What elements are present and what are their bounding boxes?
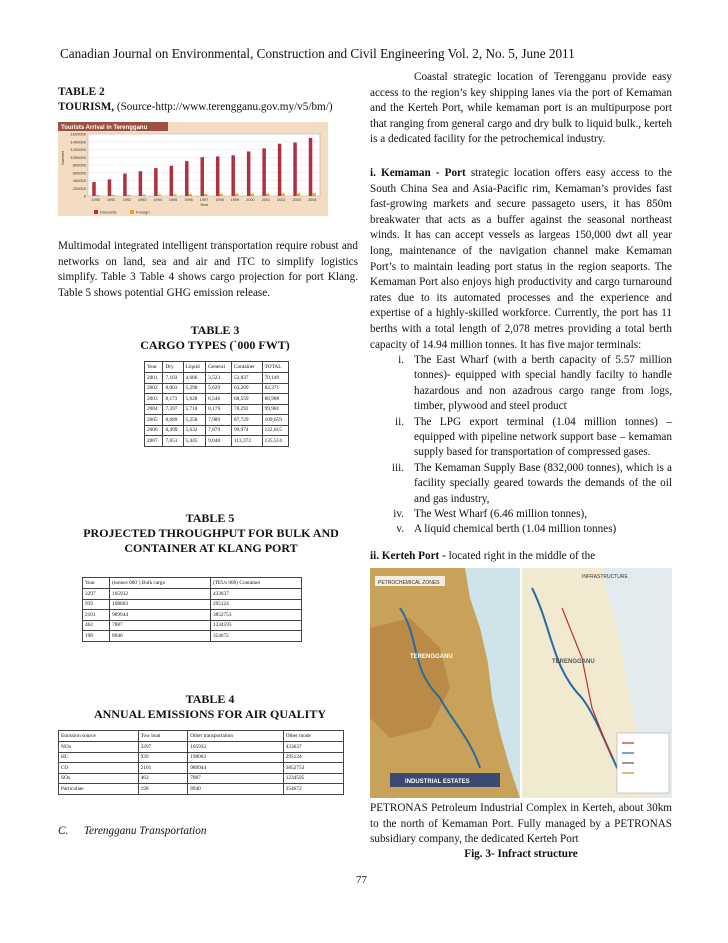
table-cell: 7887 xyxy=(188,773,284,784)
bar-domestic xyxy=(247,151,251,196)
y-tick-label: 200000 xyxy=(72,185,86,191)
bar-domestic xyxy=(278,144,282,196)
table-cell: 2101 xyxy=(138,763,188,774)
table-cell: 105932 xyxy=(188,742,284,753)
table5 xyxy=(82,577,302,642)
t4-header-cell: Tow boat xyxy=(138,731,188,742)
table3-header-row xyxy=(145,362,289,373)
y-tick-label: 0 xyxy=(83,193,86,199)
y-tick-label: 800000 xyxy=(72,162,86,168)
table-row xyxy=(59,742,344,753)
bar-domestic xyxy=(231,155,235,196)
x-tick-label: 2002 xyxy=(277,198,286,202)
bar-domestic xyxy=(154,168,158,196)
table-cell: 6,546 xyxy=(206,394,232,405)
left-map-region: TERENGGANU xyxy=(410,654,453,660)
bar-domestic xyxy=(201,157,205,196)
table-cell: 433637 xyxy=(210,589,301,600)
table-cell: 295124 xyxy=(210,599,301,610)
table2-label: TABLE 2 xyxy=(58,86,105,98)
table3-title: CARGO TYPES (`000 FWT) xyxy=(140,338,290,352)
table-cell: 99,974 xyxy=(231,425,262,436)
table-cell: 5,290 xyxy=(183,383,206,394)
x-tick-label: 2001 xyxy=(261,198,271,202)
table-cell: 9,048 xyxy=(206,436,232,447)
table-cell: 7887 xyxy=(110,620,211,631)
x-tick-label: 1996 xyxy=(184,198,193,202)
bar-foreign xyxy=(158,195,162,196)
list-item-number: iv. xyxy=(393,508,404,521)
table-cell: 3852753 xyxy=(283,763,343,774)
table2-title-source: (Source-http://www.terengganu.gov.my/v5/bm/) xyxy=(114,101,333,113)
table-cell: 3297 xyxy=(138,742,188,753)
bar-foreign xyxy=(266,194,270,196)
y-tick-label: 1000000 xyxy=(70,154,86,160)
section-c-title: Terengganu Transportation xyxy=(83,825,207,837)
bar-foreign xyxy=(312,193,316,196)
section-c-heading xyxy=(58,825,206,837)
t3-header-cell: Container xyxy=(231,362,262,373)
list-item xyxy=(370,507,672,522)
legend-label-domestic: Domestic xyxy=(100,209,117,215)
table-cell: 8,173 xyxy=(163,394,183,405)
table5-title: PROJECTED THROUGHPUT FOR BULK AND CONTAINER AT KLANG PORT xyxy=(83,526,339,555)
table-cell: 68,559 xyxy=(231,394,262,405)
table-row xyxy=(59,784,344,795)
table-cell: SOx xyxy=(59,773,139,784)
table-row xyxy=(145,404,289,415)
bar-domestic xyxy=(216,156,220,196)
table-row xyxy=(145,415,289,426)
table3-body xyxy=(145,373,289,447)
table-row xyxy=(83,589,302,600)
x-tick-label: 1991 xyxy=(106,198,116,202)
list-item-text: The West Wharf (6.46 million tonnes), xyxy=(414,508,587,521)
table-cell: 3297 xyxy=(83,589,110,600)
bar-foreign xyxy=(189,194,193,196)
table-cell: 939 xyxy=(138,752,188,763)
t3-header-cell: General xyxy=(206,362,232,373)
table-cell: 2006 xyxy=(145,425,163,436)
table-cell: 354672 xyxy=(283,784,343,795)
table-cell: 5,258 xyxy=(183,415,206,426)
table-row xyxy=(59,752,344,763)
table-cell: 198 xyxy=(138,784,188,795)
y-tick-label: 1200000 xyxy=(70,147,86,152)
bar-foreign xyxy=(219,194,223,196)
list-item-text: A liquid chemical berth (1.04 million tonnes) xyxy=(414,523,617,536)
table-cell: 2003 xyxy=(145,394,163,405)
table-cell: 52,837 xyxy=(231,373,262,384)
x-tick-label: 1998 xyxy=(215,198,224,202)
y-tick-label: 600000 xyxy=(72,170,86,176)
legend-label-foreign: Foreign xyxy=(136,209,150,215)
bar-foreign xyxy=(173,194,177,196)
table-cell: 8940 xyxy=(110,631,211,642)
table5-body xyxy=(83,589,302,642)
bar-domestic xyxy=(309,138,313,196)
table-cell: 63,209 xyxy=(231,383,262,394)
table-cell: 2005 xyxy=(145,415,163,426)
left-map-footer: INDUSTRIAL ESTATES xyxy=(405,779,470,785)
table-cell: 8,689 xyxy=(163,415,183,426)
table4-title: ANNUAL EMISSIONS FOR AIR QUALITY xyxy=(93,707,327,721)
table-cell: 135,514 xyxy=(262,436,288,447)
table-cell: NOx xyxy=(59,742,139,753)
kerteh-lead: ii. Kerteh Port - xyxy=(370,550,446,562)
bar-domestic xyxy=(185,161,189,196)
table5-header-row xyxy=(83,578,302,589)
t4-header-cell: Emission source xyxy=(59,731,139,742)
t4-header-cell: Other transportation xyxy=(188,731,284,742)
bar-foreign xyxy=(142,195,146,196)
table-cell: CO xyxy=(59,763,139,774)
table3 xyxy=(144,361,289,447)
x-tick-label: 2003 xyxy=(292,198,302,202)
page-number: 77 xyxy=(356,874,367,886)
table-cell: 7,879 xyxy=(206,425,232,436)
t5-header-cell: Year xyxy=(83,578,110,589)
table-row xyxy=(83,599,302,610)
table-row xyxy=(145,373,289,384)
bar-domestic xyxy=(170,166,174,196)
t3-header-cell: Dry xyxy=(163,362,183,373)
intro-paragraph: Multimodal integrated intelligent transportation require robust and networks on land, sea and air and ITC to simplify logistics simplify. Table 3 Table 4 shows cargo projection for port Klang. Table 5 shows potential GHG emission release. xyxy=(58,240,358,299)
table-row xyxy=(83,620,302,631)
table-cell: 5,632 xyxy=(183,425,206,436)
bar-foreign xyxy=(235,194,239,196)
table-cell: 105932 xyxy=(110,589,211,600)
list-item-number: ii. xyxy=(394,415,404,428)
y-tick-label: 1400000 xyxy=(70,139,86,145)
table-cell: 2101 xyxy=(83,610,110,621)
x-axis-label: Year xyxy=(199,202,209,207)
table-cell: 2007 xyxy=(145,436,163,447)
left-map xyxy=(370,568,520,798)
bar-foreign xyxy=(281,193,285,196)
x-tick-label: 1993 xyxy=(137,198,147,202)
bar-domestic xyxy=(92,182,96,196)
table2-title xyxy=(58,101,358,113)
figure-caption: Fig. 3- Infract structure xyxy=(464,848,578,860)
kemaman-text: strategic location offers easy access to the South China Sea and Asia-Pacific rim, Kemaman’s provides fast fast-growing markets and secure passageto users, it has 850m breakwater that acts as a buffer against the seasonal northeast winds. It has can accept vessels as largeas 150,000 dwt all year long, maintenance of the navigation channel make Kemaman Port’s to maintain leading port status in the region seaports. The Kemaman Port also enjoys high productivity and cargo turnaround rates due to its automated processes and the experience and expertise of a highly-skilled workforce. Currently, the port has 11 berths with a total length of 2,078 metres providing a total berth capacity of 14.94 million tonnes. It has five major terminals: xyxy=(370,167,672,351)
x-tick-label: 1999 xyxy=(230,198,240,202)
table-cell: 1234595 xyxy=(283,773,343,784)
bar-domestic xyxy=(293,143,297,196)
table5-label: TABLE 5 xyxy=(185,511,235,525)
kemaman-paragraph xyxy=(370,166,672,353)
table-cell: 8,003 xyxy=(163,383,183,394)
list-item xyxy=(370,461,672,507)
list-item-text: The LPG export terminal (1.04 million tonnes) – equipped with pipeline network support base – kemaman supply based for transportation of compressed gases. xyxy=(414,415,672,459)
table-cell: 88,988 xyxy=(262,394,288,405)
table-cell: 5,629 xyxy=(206,383,232,394)
table-cell: 7,397 xyxy=(163,404,183,415)
right-map xyxy=(522,568,672,798)
table-cell: 122,015 xyxy=(262,425,288,436)
table-cell: 113,372 xyxy=(231,436,262,447)
table-cell: 8,179 xyxy=(206,404,232,415)
table-cell: 198063 xyxy=(188,752,284,763)
table-cell: 462 xyxy=(83,620,110,631)
y-tick-label: 1600000 xyxy=(70,131,86,137)
table3-label: TABLE 3 xyxy=(190,323,240,337)
table-cell: 8,499 xyxy=(163,425,183,436)
x-tick-label: 1994 xyxy=(153,198,162,202)
legend-swatch-domestic xyxy=(94,210,98,214)
kerteh-text: located right in the middle of the xyxy=(445,550,596,562)
bar-foreign xyxy=(127,195,130,196)
t3-header-cell: Year xyxy=(145,362,163,373)
t5-header-cell: (TEUs 000) Container xyxy=(210,578,301,589)
table-cell: 7,651 xyxy=(163,436,183,447)
list-item xyxy=(370,415,672,461)
table-cell: 198063 xyxy=(110,599,211,610)
table-cell: 5,445 xyxy=(183,436,206,447)
table-cell: 3,523 xyxy=(206,373,232,384)
table4-header-row xyxy=(59,731,344,742)
table-cell: 295124 xyxy=(283,752,343,763)
table4 xyxy=(58,730,344,795)
table-cell: 989944 xyxy=(188,763,284,774)
maps-svg xyxy=(370,568,672,798)
list-item-number: i. xyxy=(398,354,404,366)
bar-foreign xyxy=(204,194,208,196)
table-cell: 354672 xyxy=(210,631,301,642)
x-tick-label: 1997 xyxy=(199,198,209,202)
table4-body xyxy=(59,742,344,795)
table-cell: 198 xyxy=(83,631,110,642)
table-cell: 433637 xyxy=(283,742,343,753)
table-cell: 7,103 xyxy=(163,373,183,384)
table-cell: Particulate xyxy=(59,784,139,795)
right-map-region: TERENGGANU xyxy=(552,659,595,665)
right-para-coastal: Coastal strategic location of Terengganu provide easy access to the region’s key shipping lanes via the port of Kemaman and the Kerteh Port, while kemaman port is an multipurpose port that ranging from general cargo and dry bulk to liquid bulk., kerteh is a dedicated facility for the petrochemical industry. xyxy=(370,71,672,146)
table-row xyxy=(145,394,289,405)
x-tick-label: 1995 xyxy=(168,198,178,202)
y-tick-label: 400000 xyxy=(72,178,86,183)
kemaman-lead: i. Kemaman - Port xyxy=(370,167,466,179)
table-cell: 2002 xyxy=(145,383,163,394)
x-tick-label: 2000 xyxy=(246,198,255,202)
chart-title: Tourists Arrival in Terengganu xyxy=(61,125,148,131)
bar-domestic xyxy=(262,148,266,196)
t3-header-cell: TOTAL xyxy=(262,362,288,373)
legend-swatch-foreign xyxy=(130,210,134,214)
table-cell: 109,659 xyxy=(262,415,288,426)
table-row xyxy=(145,425,289,436)
table-cell: 3852753 xyxy=(210,610,301,621)
left-map-title: PETROCHEMICAL ZONES xyxy=(378,580,440,586)
list-item xyxy=(370,522,672,537)
bar-domestic xyxy=(139,171,143,196)
journal-header: Canadian Journal on Environmental, Construction and Civil Engineering Vol. 2, No. 5, June 2011 xyxy=(60,46,575,61)
right-map-title: INFRASTRUCTURE xyxy=(582,574,628,580)
bar-domestic xyxy=(108,179,112,196)
terminals-ol xyxy=(370,353,672,538)
table-cell: 1234595 xyxy=(210,620,301,631)
table4-label: TABLE 4 xyxy=(185,692,235,706)
table-cell: 989944 xyxy=(110,610,211,621)
table-row xyxy=(145,383,289,394)
bar-foreign xyxy=(111,195,115,196)
table-row xyxy=(83,610,302,621)
table-cell: 99,981 xyxy=(262,404,288,415)
table-row xyxy=(59,773,344,784)
table-cell: 82,371 xyxy=(262,383,288,394)
table-cell: 7,989 xyxy=(206,415,232,426)
table-cell: 70,149 xyxy=(262,373,288,384)
x-tick-label: 2004 xyxy=(308,198,317,202)
terminals-list xyxy=(370,353,672,538)
t3-header-cell: Liquid xyxy=(183,362,206,373)
table-cell: 462 xyxy=(138,773,188,784)
table-cell: 87,729 xyxy=(231,415,262,426)
section-c-letter: C. xyxy=(58,825,69,837)
bar-foreign xyxy=(250,194,254,196)
table-cell: 2001 xyxy=(145,373,163,384)
list-item xyxy=(370,353,672,415)
t4-header-cell: Other mode xyxy=(283,731,343,742)
table-cell: 5,628 xyxy=(183,394,206,405)
list-item-number: v. xyxy=(396,523,404,536)
tourism-chart xyxy=(58,122,328,216)
table-row xyxy=(145,436,289,447)
infrastructure-maps xyxy=(370,568,672,798)
bar-foreign xyxy=(297,193,301,196)
y-axis-label: Number xyxy=(60,150,65,165)
table-cell: 8940 xyxy=(188,784,284,795)
kerteh-paragraph xyxy=(370,549,672,565)
bar-domestic xyxy=(123,174,127,196)
bar-foreign xyxy=(96,195,100,196)
list-item-text: The East Wharf (with a berth capacity of 5.57 million tonnes)- equipped with special handly facilty to handle hazardous and non azadrous cargo range from logs, timber, plywood and steel product xyxy=(414,354,672,413)
table-cell: 4,686 xyxy=(183,373,206,384)
t5-header-cell: (tonnes 000`) Bulk cargo xyxy=(110,578,211,589)
table-cell: 939 xyxy=(83,599,110,610)
x-tick-label: 1992 xyxy=(122,198,131,202)
table-cell: 2004 xyxy=(145,404,163,415)
x-tick-label: 1990 xyxy=(91,198,100,202)
petronas-paragraph: PETRONAS Petroleum Industrial Complex in Kerteh, about 30km to the north of Kemaman Port. Fully managed by a PETRONAS subsidiary company, the dedicated Kerteh Port xyxy=(370,802,672,846)
table2-title-bold: TOURISM, xyxy=(58,101,115,113)
list-item-number: iii. xyxy=(391,461,404,474)
tourism-chart-svg xyxy=(58,122,328,216)
table-row xyxy=(59,763,344,774)
table-cell: 5,718 xyxy=(183,404,206,415)
table-cell: HC xyxy=(59,752,139,763)
list-item-text: The Kemaman Supply Base (832,000 tonnes), which is a facility specially geared towards the demands of the oil and gas industry, xyxy=(414,461,672,505)
table-row xyxy=(83,631,302,642)
table-cell: 78,292 xyxy=(231,404,262,415)
